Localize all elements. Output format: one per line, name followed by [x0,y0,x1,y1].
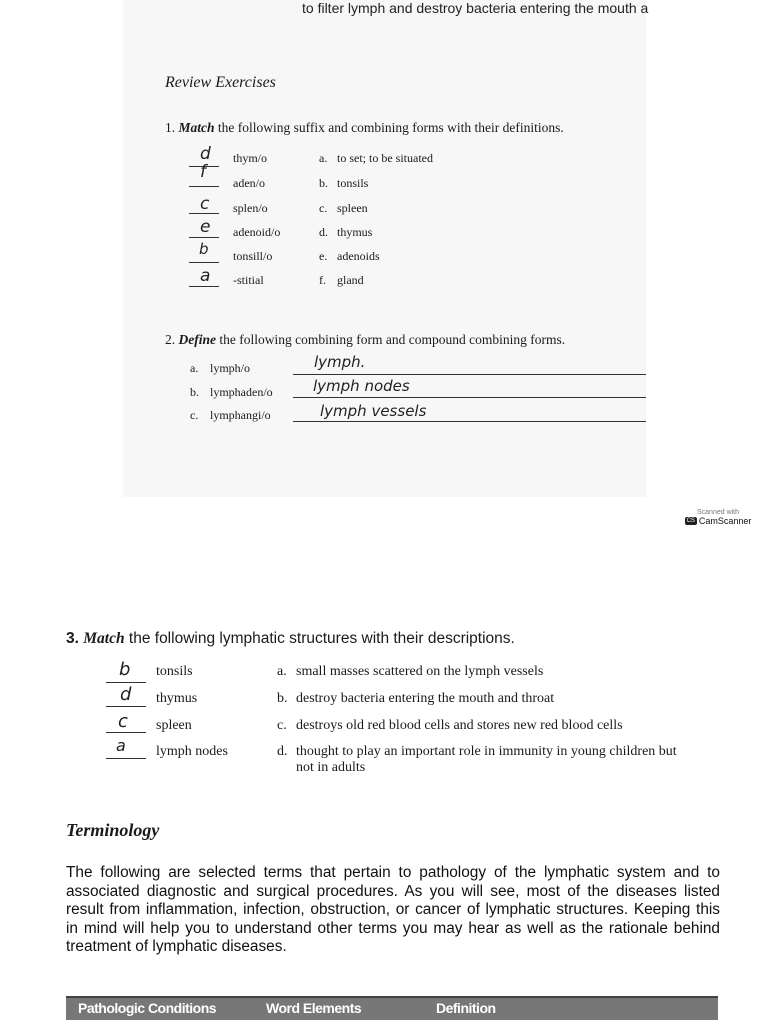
q1-answer[interactable]: e [200,217,211,237]
q3-term: spleen [156,718,192,733]
q3-answer-line [106,706,146,707]
q3-description: destroy bacteria entering the mouth and throat [296,691,555,706]
q3-description-continued: not in adults [296,760,366,775]
table-header-word-elements: Word Elements [266,1000,362,1016]
q1-answer[interactable]: d [200,144,211,164]
q1-verb: Match [178,120,215,135]
q1-number: 1. [165,120,176,135]
q2-answer-line [293,374,646,375]
q2-term: lymphaden/o [210,385,273,399]
q1-answer-line [189,286,219,287]
camscanner-scanned-with: Scanned with [696,509,740,516]
q1-prompt [165,120,564,136]
q1-def-letter: a. [319,151,328,165]
q3-answer[interactable]: d [120,684,132,705]
q3-desc-letter: c. [277,718,287,733]
q2-term: lymph/o [210,361,251,375]
table-header-definition: Definition [436,1000,496,1016]
q2-verb: Define [178,332,216,347]
q3-answer[interactable]: b [119,659,131,680]
q2-answer[interactable]: lymph. [314,353,366,371]
q1-rest: the following suffix and combining forms with their definitions. [217,120,564,135]
q1-term: adenoid/o [233,225,281,239]
q3-description: destroys old red blood cells and stores new red blood cells [296,718,623,733]
q1-answer-line [189,213,219,214]
q3-desc-letter: d. [277,744,288,759]
table-header-bar [66,996,718,1020]
q3-prompt [66,630,515,648]
q3-number: 3. [66,630,79,647]
q1-definition: tonsils [337,176,369,190]
q1-answer[interactable]: f [200,162,206,182]
q1-definition: to set; to be situated [337,151,433,165]
q1-definition: gland [337,273,364,287]
table-header-pathologic-conditions: Pathologic Conditions [78,1000,217,1016]
camscanner-logo-icon: CS [686,518,695,524]
q2-rest: the following combining form and compound combining forms. [219,332,566,347]
q2-answer-line [293,397,646,398]
q1-def-letter: c. [319,201,328,215]
q3-description: small masses scattered on the lymph vessels [296,664,544,679]
q1-term: splen/o [233,201,268,215]
review-exercises-heading: Review Exercises [165,74,276,91]
q3-term: thymus [156,691,198,706]
q1-term: tonsill/o [233,249,273,263]
q1-answer-line [189,186,219,187]
terminology-paragraph: The following are selected terms that pertain to pathology of the lymphatic system and to associated diagnostic and surgical procedures. As you will see, most of the diseases listed result from inflammation, infection, obstruction, or cancer of lymphatic structures. Keeping this in mind will help you to understand other terms you may hear as well as the rationale behind treatment of lymphatic diseases. [66,864,720,955]
q2-letter: a. [190,361,199,375]
q1-def-letter: d. [319,225,328,239]
q3-desc-letter: a. [277,664,287,679]
q1-definition: adenoids [337,249,380,263]
q1-def-letter: e. [319,249,328,263]
q2-prompt [165,332,565,348]
q1-definition: thymus [337,225,373,239]
q2-term: lymphangi/o [210,408,271,422]
q3-term: lymph nodes [156,744,228,759]
camscanner-name: CamScanner [698,516,752,526]
q2-answer[interactable]: lymph nodes [313,377,410,395]
q3-answer-line [106,732,146,733]
q2-letter: c. [190,408,199,422]
q1-def-letter: b. [319,176,328,190]
q1-term: aden/o [233,176,265,190]
q1-term: -stitial [233,273,264,287]
q2-letter: b. [190,385,199,399]
q1-answer[interactable]: c [200,194,210,214]
terminology-heading: Terminology [66,820,160,840]
q2-answer[interactable]: lymph vessels [320,402,427,420]
q3-answer-line [106,682,146,683]
q1-answer[interactable]: b [199,240,209,258]
camscanner-badge [682,509,754,535]
q3-desc-letter: b. [277,691,288,706]
q1-term: thym/o [233,151,268,165]
q1-answer-line [189,262,219,263]
q1-answer-line [189,237,219,238]
q3-verb: Match [83,630,125,647]
q2-number: 2. [165,332,176,347]
q3-answer[interactable]: a [116,736,126,755]
top-fragment-text: to filter lymph and destroy bacteria entering the mouth a [302,0,649,16]
q3-answer[interactable]: c [118,711,128,732]
q3-answer-line [106,758,146,759]
q2-answer-line [293,421,646,422]
q1-definition: spleen [337,201,368,215]
q1-def-letter: f. [319,273,326,287]
q3-term: tonsils [156,664,193,679]
q1-answer[interactable]: a [200,266,211,286]
q3-description: thought to play an important role in immunity in young children but [296,744,677,759]
q3-rest: the following lymphatic structures with their descriptions. [128,630,515,647]
